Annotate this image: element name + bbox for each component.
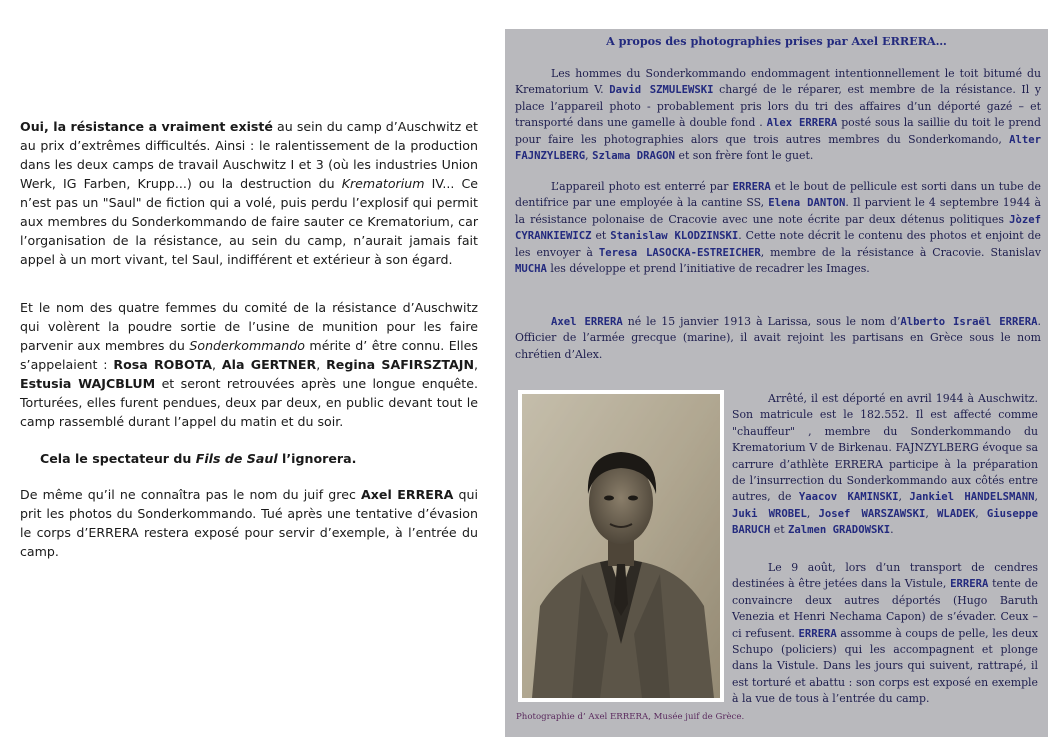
text: ,	[585, 149, 593, 163]
italic-text: Fils de Saul	[195, 451, 278, 466]
panel-paragraph-escape	[732, 560, 1038, 708]
name: Alter FAJNZYLBERG	[515, 133, 1041, 163]
text: Cela le spectateur du	[40, 451, 196, 466]
text: et son frère font le guet.	[675, 149, 814, 163]
panel-paragraph-deportation	[732, 391, 1038, 539]
name: Regina SAFIRSZTAJN	[326, 357, 474, 372]
panel-paragraph-birth	[515, 314, 1041, 363]
name: ERRERA	[732, 181, 771, 193]
text: ,	[1034, 490, 1039, 504]
text: assomme à coups de pelle, les deux Schupo (policiers) qui les accompagnent et plonge dans la Vistule. Dans les jours qui suivent, rattrapé, il est torturé et abattu : son corps est exposé en exemple à la vue de tous à l’entrée du camp.	[732, 626, 1038, 706]
text: posté sous la saillie du toit le prend pour faire les photographies alors que trois autres membres du Sonderkomando,	[515, 116, 1041, 146]
text: . Il parvient le 4 septembre 1944 à la résistance polonaise de Cracovie avec une note écrite par deux détenus politiques	[515, 196, 1041, 226]
italic-text: Sonderkommando	[189, 338, 305, 353]
name: Ala GERTNER	[221, 357, 317, 372]
name: Zalmen GRADOWSKI	[788, 524, 891, 537]
text: L’appareil photo est enterré par	[551, 180, 733, 193]
text: . Officier de l’armée grecque (marine), il avait rejoint les partisans en Grèce sous le nom chrétien d’Alex.	[515, 315, 1041, 361]
left-column	[20, 117, 478, 561]
text: né le 15 janvier 1913 à Larissa, sous le nom d’	[622, 315, 901, 328]
text: IV... Ce n’est pas un "Saul" de fiction qui a volé, puis perdu l’explosif qui permit aux membres du Sonderkommando de faire sauter ce Krematorium, car l’organisation de la résistance, au sein du camp, n’aurait jamais fait appel à un mort vivant, tel Saul, indifférent et extérieur à son égard.	[20, 176, 478, 267]
text: ,	[316, 357, 327, 372]
name: David SZMULEWSKI	[609, 84, 714, 97]
text: .	[890, 523, 894, 537]
text: ,	[806, 506, 819, 520]
paragraph-women	[20, 298, 478, 431]
text: , membre de la résistance à Cracovie. Stanislav	[760, 245, 1041, 259]
portrait-image	[522, 394, 720, 698]
name: Stanislaw KLODZINSKI	[610, 230, 739, 243]
info-panel	[505, 29, 1048, 737]
name: Axel ERRERA	[361, 487, 454, 502]
paragraph-errera	[20, 485, 478, 561]
text: Le 9 août, lors d’un transport de cendres destinées à être jetées dans la Vistule,	[732, 561, 1038, 591]
text: mérite d’ être connu. Elles s’appelaient :	[20, 338, 478, 372]
text: . Cette note décrit le contenu des photos et enjoint de les envoyer à	[515, 229, 1041, 259]
italic-text: Krematorium	[341, 176, 425, 191]
paragraph-resistance	[20, 117, 478, 269]
lead-text: Oui, la résistance a vraiment existé	[20, 119, 273, 134]
portrait-drawing	[522, 394, 720, 698]
text: et le bout de pellicule est sorti dans un tube de dentifrice par une employée à la cantine SS,	[515, 180, 1041, 210]
name: Jòzef CYRANKIEWICZ	[515, 213, 1041, 243]
text: et	[591, 229, 611, 243]
text: au sein du camp d’Auschwitz et au prix d’extrêmes difficultés. Ainsi : le ralentissement de la production dans les deux camps de travail Auschwitz I et 3 (où les industries Union Werk, IG Farben, Krupp...) ou la destruction du	[20, 119, 478, 191]
text: De même qu’il ne connaîtra pas le nom du juif grec	[20, 487, 362, 502]
text: et	[770, 523, 789, 537]
text: l’ignorera.	[277, 451, 357, 466]
text: chargé de le réparer, est membre de la résistance. Il y place l’appareil photo - probablement pris lors du tri des affaires d’un déporté gazé – et transporté dans une gamelle à double fond .	[515, 83, 1041, 130]
name: Axel ERRERA	[551, 316, 623, 328]
panel-title: A propos des photographies prises par Axel ERRERA…	[606, 34, 947, 48]
name: Josef WARSZAWSKI	[818, 507, 926, 520]
name: MUCHA	[515, 263, 547, 276]
text: ,	[473, 357, 478, 372]
name: Alex ERRERA	[766, 117, 838, 130]
name: Estusia WAJCBLUM	[20, 376, 156, 391]
text: tente de convaincre deux autres déportés (Hugo Baruth Venezia et Henri Nechama Capon) de s’évader. Ceux –ci refusent.	[732, 577, 1039, 640]
name: Jankiel HANDELSMANN	[909, 491, 1035, 504]
text: ,	[212, 357, 222, 372]
text: Arrêté, il est déporté en avril 1944 à Auschwitz. Son matricule est le 182.552. Il est affecté comme "chauffeur" , membre du Sonderkommando du Krematorium V de Birkenau. FAJNZYLBERG évoque sa carrure d’athlète ERRERA participe à la préparation de l’insurrection du Sonderkommando aux côtés entre autres, de	[732, 392, 1038, 504]
name: Yaacov KAMINSKI	[798, 491, 899, 504]
panel-paragraph-film	[515, 179, 1041, 277]
name: Juki WROBEL	[732, 507, 807, 520]
panel-paragraph-camera	[515, 66, 1041, 164]
text: et seront retrouvées après une longue enquête. Torturées, elles furent pendues, deux par deux, en public devant tout le camp rassemblé durant l’appel du matin et du soir.	[20, 376, 478, 429]
text: Les hommes du Sonderkommando endommagent intentionnellement le toit bitumé du Krematorium V.	[515, 67, 1041, 97]
name: Teresa LASOCKA-ESTREICHER	[598, 246, 761, 259]
name: WLADEK	[936, 507, 976, 520]
name: Giuseppe BARUCH	[732, 507, 1038, 537]
name: Szlama DRAGON	[592, 150, 676, 163]
name: ERRERA	[950, 578, 989, 591]
portrait-photo	[518, 390, 724, 702]
text: les développe et prend l’initiative de recadrer les Images.	[546, 262, 870, 276]
photo-caption: Photographie d’ Axel ERRERA, Musée juif de Grèce.	[516, 712, 745, 722]
name: Elena DANTON	[768, 197, 846, 210]
text: Et le nom des quatre femmes du comité de la résistance d’Auschwitz qui volèrent la poudre sortie de l’usine de munition pour les faire parvenir aux membres du	[20, 300, 478, 353]
name: Alberto Israël ERRERA	[900, 316, 1038, 328]
paragraph-spectator	[20, 449, 478, 468]
text: ,	[975, 506, 987, 520]
name: Rosa ROBOTA	[113, 357, 213, 372]
text: ,	[898, 490, 910, 504]
text: qui prit les photos du Sonderkommando. Tué après une tentative d’évasion le corps d’ERRERA restera exposé pour servir d’exemple, à l’entrée du camp.	[20, 487, 478, 559]
text: ,	[925, 506, 937, 520]
name: ERRERA	[798, 627, 837, 640]
